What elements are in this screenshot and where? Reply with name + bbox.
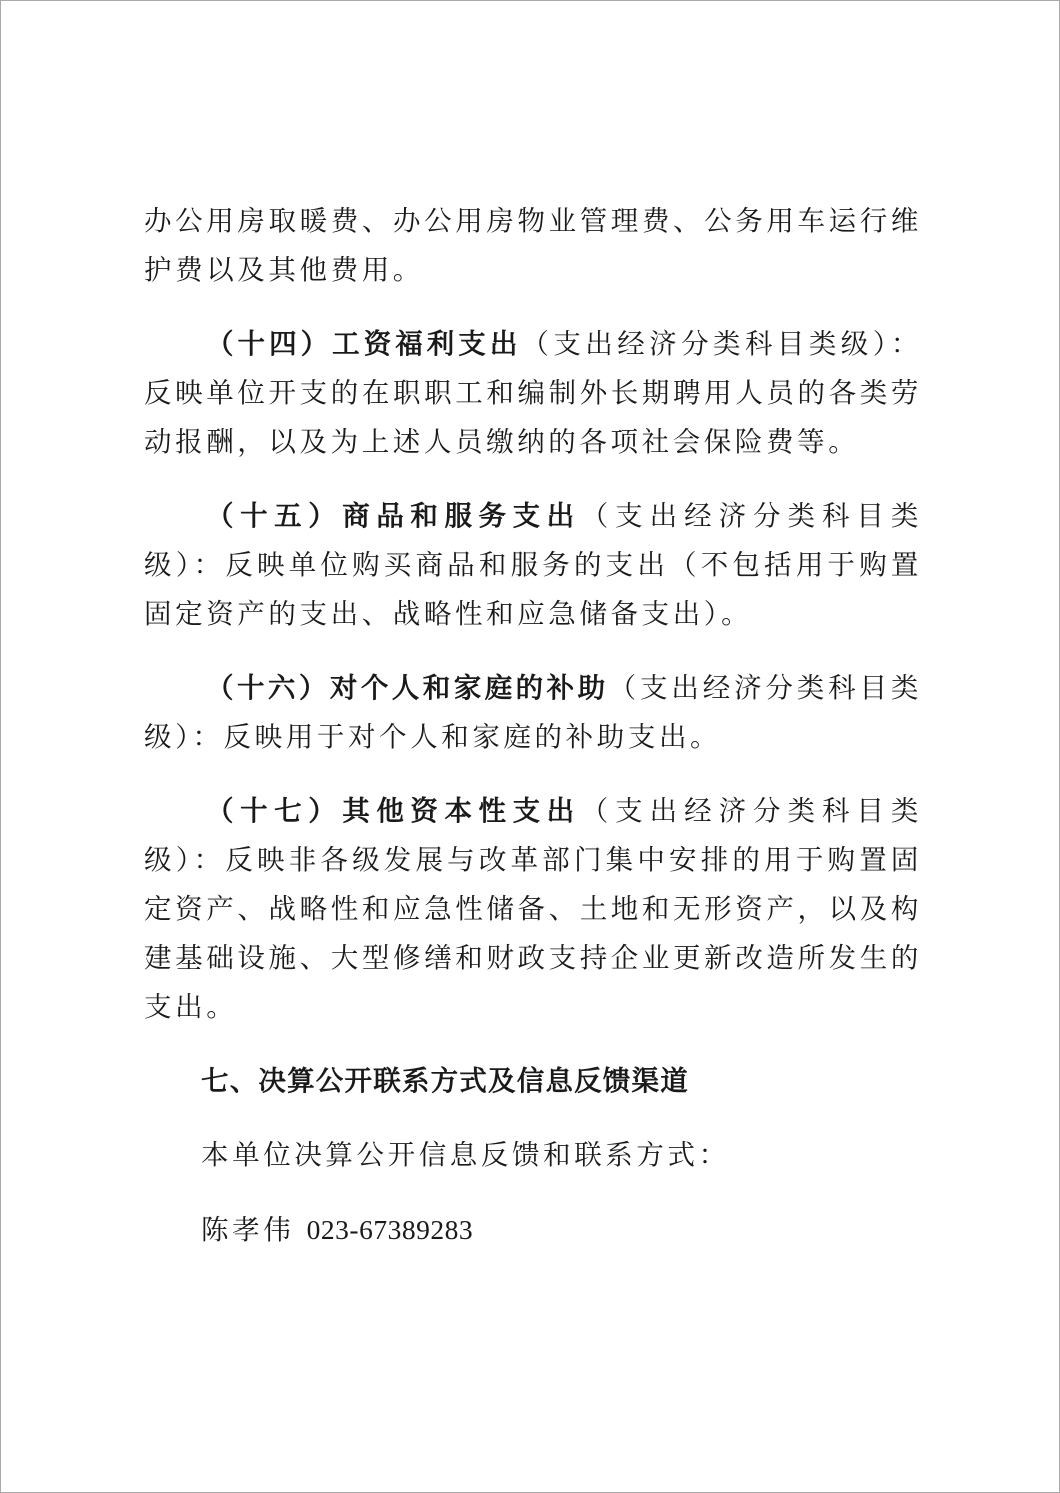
item-15-text: （支出经济分类科目类级）：反映单位购买商品和服务的支出（不包括用于购置固定资产的支出、战略性和应急储备支出）。 — [144, 500, 923, 630]
contact-phone: 023-67389283 — [306, 1214, 474, 1245]
paragraph-item-16 — [144, 664, 922, 762]
contact-line — [144, 1205, 922, 1255]
paragraph-item-17 — [144, 787, 922, 1032]
item-14-title: （十四）工资福利支出 — [206, 328, 522, 360]
item-16-text: （支出经济分类科目类级）：反映用于对个人和家庭的补助支出。 — [144, 672, 923, 753]
item-17-title: （十七）其他资本性支出 — [206, 795, 581, 827]
section-7-heading: 七、决算公开联系方式及信息反馈渠道 — [201, 1065, 689, 1097]
paragraph-item-14 — [144, 320, 922, 467]
section-7-intro: 本单位决算公开信息反馈和联系方式： — [201, 1139, 730, 1171]
paragraph-item-15 — [144, 492, 922, 639]
item-15-title: （十五）商品和服务支出 — [206, 500, 581, 532]
contact-name: 陈孝伟 — [201, 1214, 295, 1246]
paragraph-text: 办公用房取暖费、办公用房物业管理费、公务用车运行维护费以及其他费用。 — [144, 205, 922, 286]
paragraph-continued — [144, 197, 922, 295]
item-17-text: （支出经济分类科目类级）：反映非各级发展与改革部门集中安排的用于购置固定资产、战略性和应急性储备、土地和无形资产，以及构建基础设施、大型修缮和财政支持企业更新改造所发生的支出。 — [144, 795, 923, 1023]
item-14-text: （支出经济分类科目类级）：反映单位开支的在职职工和编制外长期聘用人员的各类劳动报酬，以及为上述人员缴纳的各项社会保险费等。 — [144, 328, 922, 458]
document-body — [144, 197, 922, 1280]
item-16-title: （十六）对个人和家庭的补助 — [206, 672, 609, 704]
